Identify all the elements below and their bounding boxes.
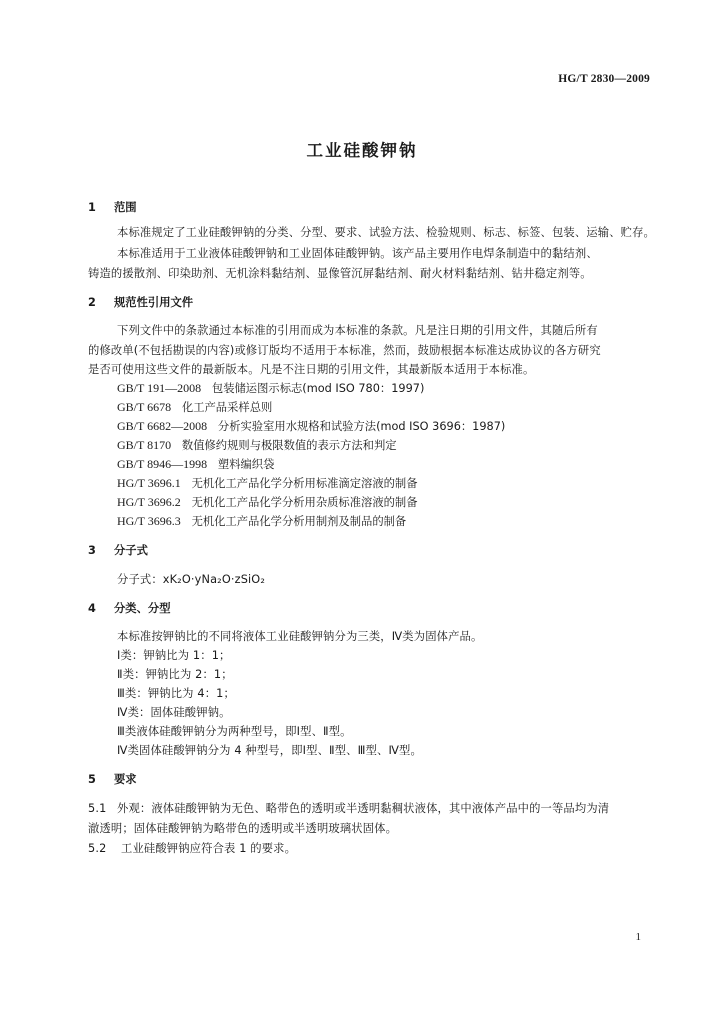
section-number: 3 (88, 544, 96, 557)
molecular-formula: 分子式：xK₂O·yNa₂O·zSiO₂ (117, 573, 266, 586)
section-title: 要求 (114, 773, 137, 786)
paragraph-line: 外观：液体硅酸钾钠为无色、略带色的透明或半透明黏稠状液体，其中液体产品中的一等品均为清 (117, 802, 610, 815)
section-number: 5 (88, 773, 96, 786)
section-1-heading (88, 199, 137, 215)
section-title: 规范性引用文件 (114, 296, 194, 309)
reference-code: GB/T 8946—1998 (117, 457, 208, 471)
section-3-heading (88, 542, 148, 558)
reference-item (117, 513, 406, 529)
reference-item (117, 437, 397, 453)
section-4-heading (88, 600, 171, 616)
reference-code: GB/T 6682—2008 (117, 419, 208, 433)
section-title: 分类、分型 (114, 602, 171, 615)
paragraph-line: 铸造的援散剂、印染助剂、无机涂料黏结剂、显像管沉屏黏结剂、耐火材料黏结剂、钻井稳定剂等。 (88, 267, 592, 280)
reference-code: HG/T 3696.1 (117, 476, 181, 490)
page-number: 1 (635, 931, 641, 943)
reference-item (117, 456, 274, 472)
section-5-heading (88, 771, 137, 787)
section-number: 4 (88, 602, 96, 615)
reference-item (117, 380, 424, 396)
paragraph-line: 本标准按钾钠比的不同将液体工业硅酸钾钠分为三类，Ⅳ类为固体产品。 (117, 630, 483, 643)
class-item: Ⅰ类：钾钠比为 1：1； (117, 649, 231, 662)
reference-code: GB/T 8170 (117, 438, 172, 452)
clause-5-2 (88, 840, 296, 856)
section-number: 1 (88, 201, 96, 214)
standard-number: HG/T 2830—2009 (558, 73, 650, 85)
reference-item (117, 475, 418, 491)
section-title: 分子式 (114, 544, 148, 557)
reference-title: 无机化工产品化学分析用标准滴定溶液的制备 (191, 477, 418, 490)
reference-code: GB/T 191—2008 (117, 381, 202, 395)
reference-title: 数值修约规则与极限数值的表示方法和判定 (181, 439, 397, 452)
paragraph-line: Ⅳ类固体硅酸钾钠分为 4 种型号，即Ⅰ型、Ⅱ型、Ⅲ型、Ⅳ型。 (117, 744, 422, 757)
reference-item (117, 399, 272, 415)
clause-number: 5.2 (88, 842, 107, 855)
class-item: Ⅳ类：固体硅酸钾钠。 (117, 706, 231, 719)
class-item: Ⅲ类：钾钠比为 4：1； (117, 687, 235, 700)
paragraph-line: 工业硅酸钾钠应符合表 1 的要求。 (121, 842, 297, 855)
reference-code: GB/T 6678 (117, 400, 172, 414)
paragraph-line: 的修改单(不包括勘误的内容)或修订版均不适用于本标准，然而，鼓励根据本标准达成协议的各方研究 (88, 344, 601, 357)
reference-title: 包装储运图示标志(mod ISO 780：1997) (211, 382, 425, 395)
reference-item (117, 418, 505, 434)
document-title: 工业硅酸钾钠 (306, 141, 418, 160)
paragraph-line: 下列文件中的条款通过本标准的引用而成为本标准的条款。凡是注日期的引用文件，其随后所有 (117, 324, 598, 337)
reference-title: 无机化工产品化学分析用杂质标准溶液的制备 (191, 496, 418, 509)
section-number: 2 (88, 296, 96, 309)
reference-title: 分析实验室用水规格和试验方法(mod ISO 3696：1987) (217, 420, 506, 433)
paragraph-line: 澈透明；固体硅酸钾钠为略带色的透明或半透明玻璃状固体。 (88, 822, 398, 835)
paragraph-line: 本标准规定了工业硅酸钾钠的分类、分型、要求、试验方法、检验规则、标志、标签、包装、运输、贮存。 (117, 226, 656, 239)
reference-code: HG/T 3696.2 (117, 495, 181, 509)
paragraph-line: Ⅲ类液体硅酸钾钠分为两种型号，即Ⅰ型、Ⅱ型。 (117, 725, 352, 738)
reference-title: 塑料编织袋 (217, 458, 275, 471)
clause-number: 5.1 (88, 802, 107, 815)
clause-5-1 (88, 800, 609, 816)
section-2-heading (88, 294, 193, 310)
paragraph-line: 是否可使用这些文件的最新版本。凡是不注日期的引用文件，其最新版本适用于本标准。 (88, 363, 535, 376)
section-title: 范围 (114, 201, 137, 214)
paragraph-line: 本标准适用于工业液体硅酸钾钠和工业固体硅酸钾钠。该产品主要用作电焊条制造中的黏结剂、 (117, 247, 598, 260)
reference-title: 化工产品采样总则 (181, 401, 273, 414)
class-item: Ⅱ类：钾钠比为 2：1； (117, 668, 233, 681)
reference-item (117, 494, 418, 510)
reference-title: 无机化工产品化学分析用制剂及制品的制备 (191, 515, 407, 528)
reference-code: HG/T 3696.3 (117, 514, 181, 528)
